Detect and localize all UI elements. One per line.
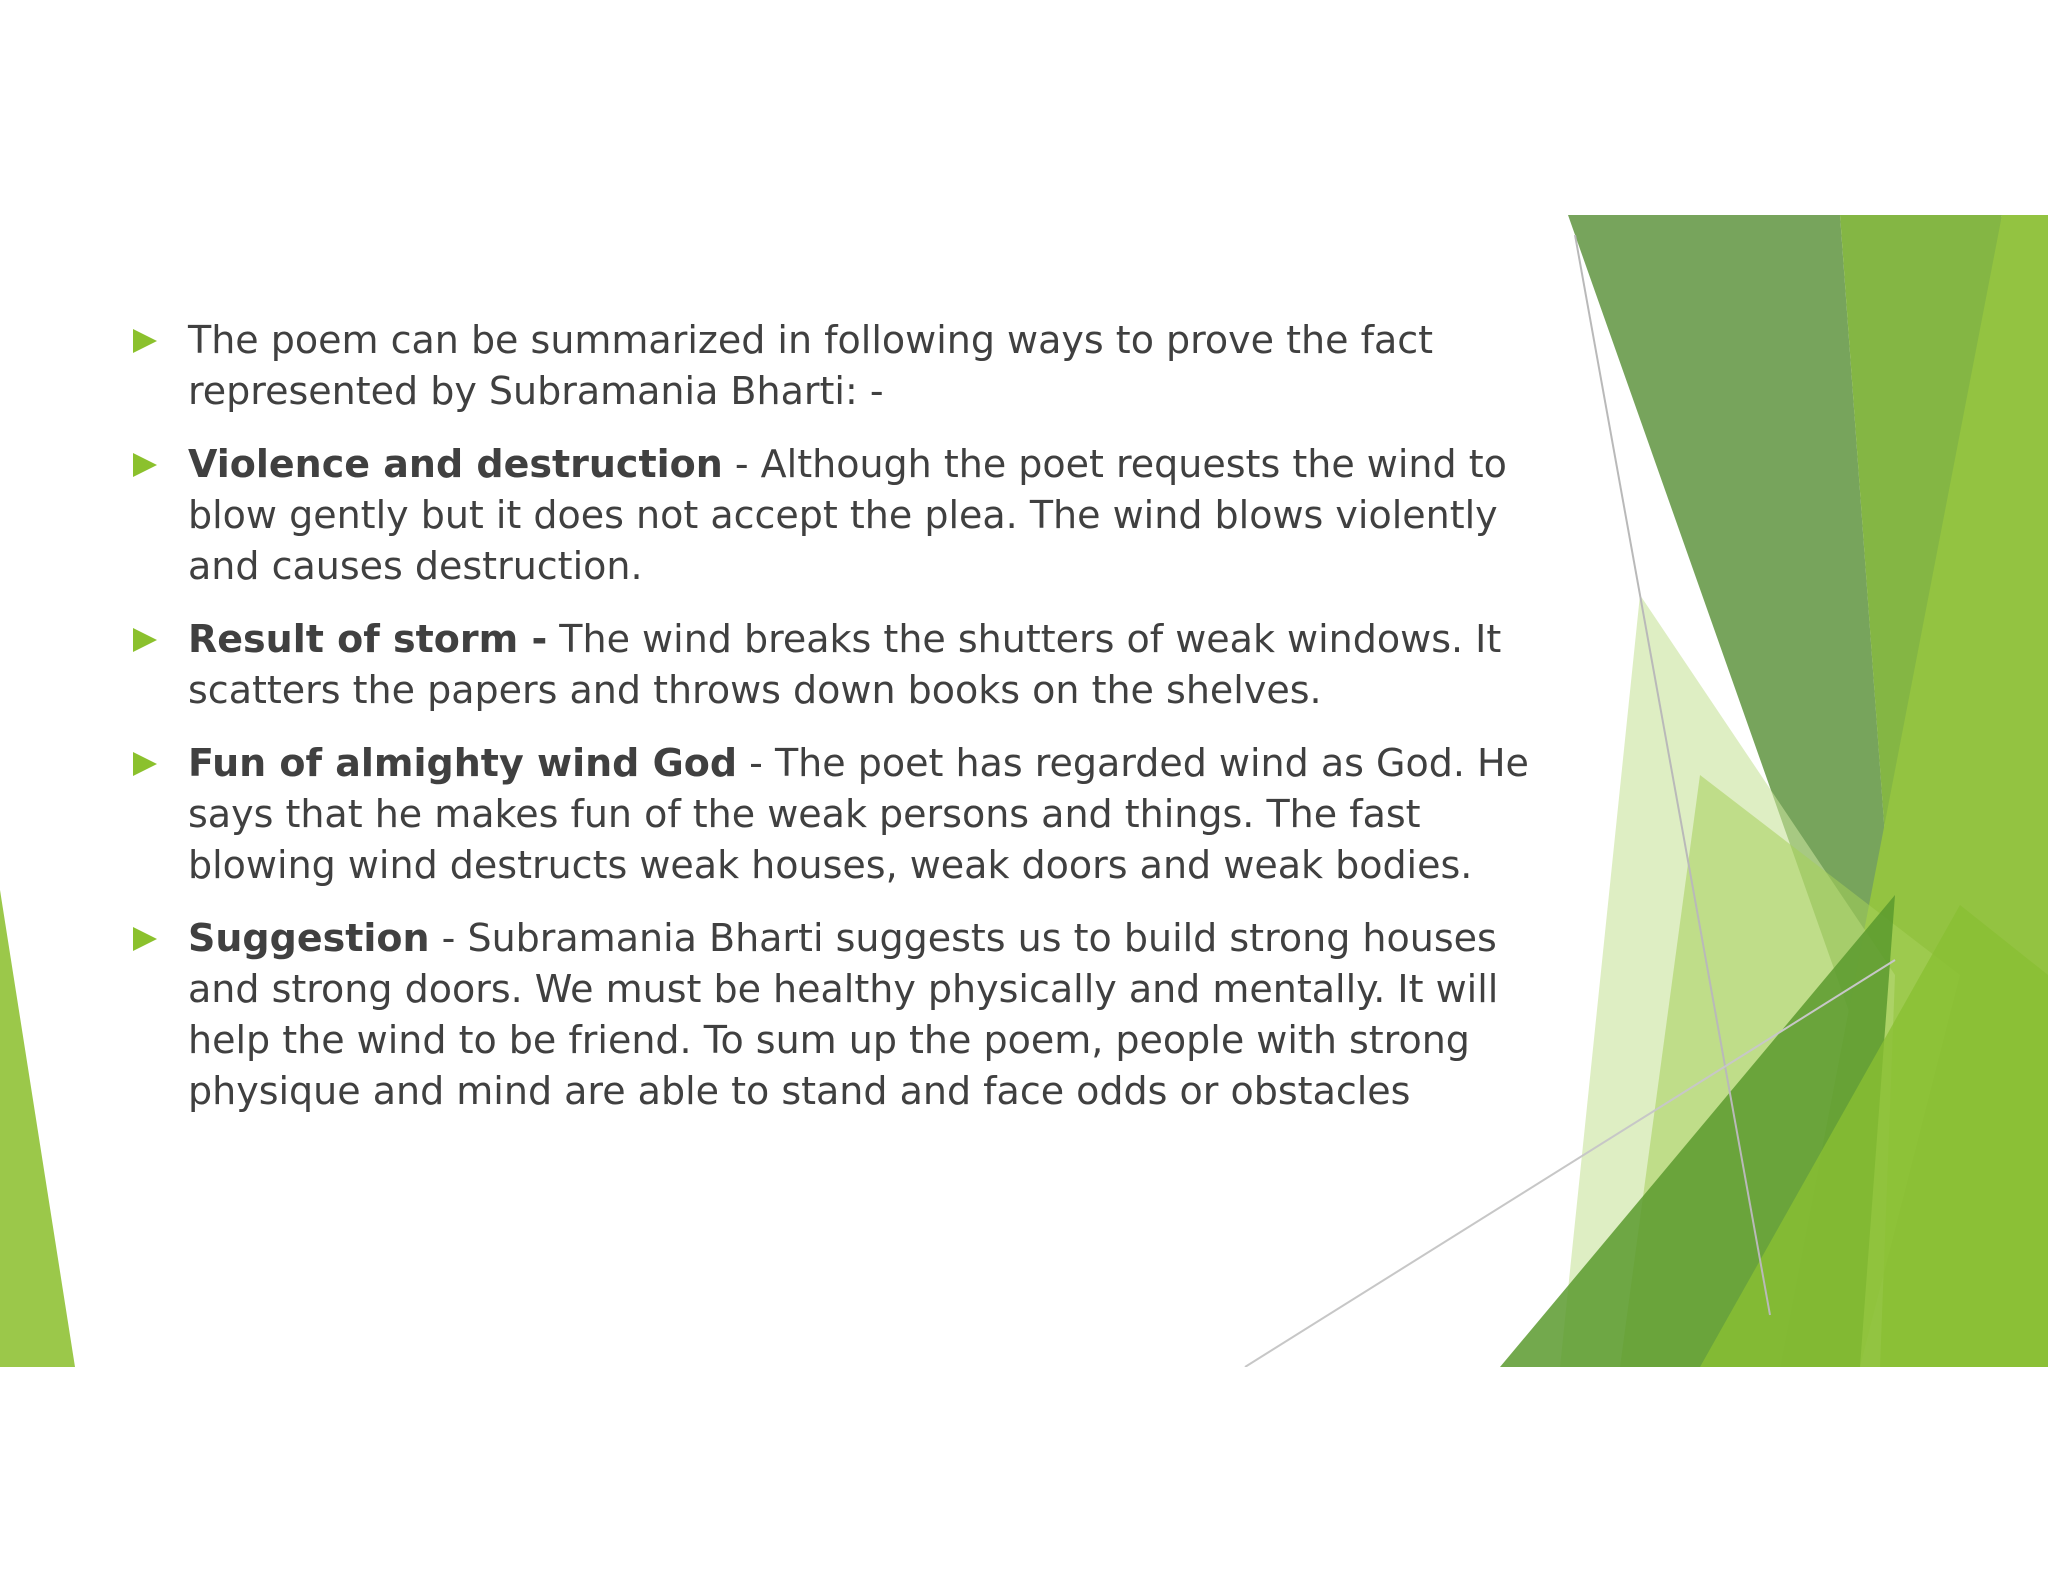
bullet-suggestion [130,913,1550,1117]
bullet-violence [130,439,1550,592]
bullet-result [130,614,1550,716]
bullet-fun [130,738,1550,891]
bullet-text: - Although the poet requests the wind to blow gently but it does not accept the plea. The wind blows violently and causes destruction. [188,442,1507,588]
bullet-intro [130,315,1550,417]
bullet-term: Suggestion [188,916,430,960]
left-green-sliver [0,890,75,1367]
slide [0,215,2048,1367]
bullet-text: - Subramania Bharti suggests us to build strong houses and strong doors. We must be healthy physically and mentally. It will help the wind to be friend. To sum up the poem, people with strong physique and mind are able to stand and face odds or obstacles [188,916,1499,1113]
bullet-term: Fun of almighty wind God [188,741,738,785]
bullet-term: Result of storm - [188,617,548,661]
bullet-arrow-icon [133,453,157,477]
bullet-arrow-icon [133,628,157,652]
bullet-text: The poem can be summarized in following ways to prove the fact represented by Subramania Bharti: - [188,318,1434,413]
bullet-arrow-icon [133,927,157,951]
bullet-arrow-icon [133,752,157,776]
bullet-text: The wind breaks the shutters of weak windows. It scatters the papers and throws down books on the shelves. [188,617,1502,712]
bullet-list [130,315,1550,1139]
bullet-arrow-icon [133,329,157,353]
bullet-term: Violence and destruction [188,442,723,486]
bullet-text: - The poet has regarded wind as God. He says that he makes fun of the weak persons and things. The fast blowing wind destructs weak houses, weak doors and weak bodies. [188,741,1529,887]
